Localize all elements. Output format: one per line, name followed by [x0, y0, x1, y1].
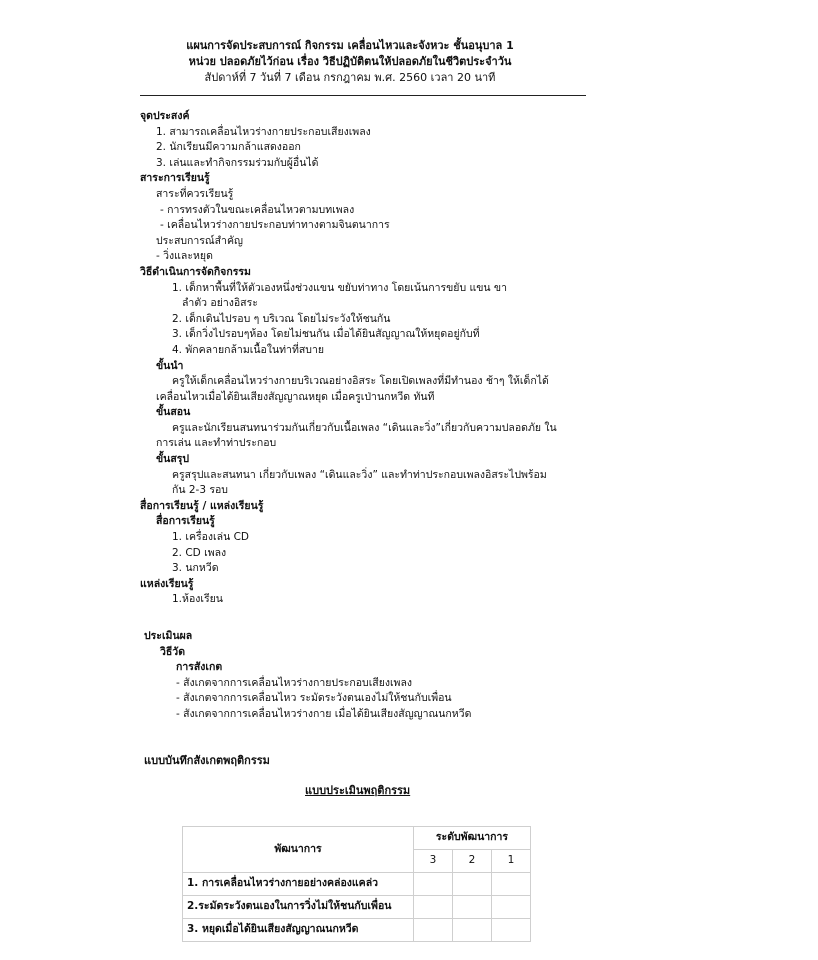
- level-2-header: 2: [453, 850, 492, 873]
- intro-heading: ขั้นนำ: [156, 359, 184, 372]
- assessment-heading: ประเมินผล: [144, 630, 193, 642]
- content-item: - การทรงตัวในขณะเคลื่อนไหวตามบทเพลง: [160, 203, 355, 216]
- source-heading: แหล่งเรียนรู้: [140, 577, 194, 590]
- development-column-header: พัฒนาการ: [183, 827, 414, 873]
- table-row: [183, 919, 531, 942]
- summary-text: ครูสรุปและสนทนา เกี่ยวกับเพลง “เดินและวิ่ง” และทำท่าประกอบเพลงอิสระไปพร้อม: [172, 468, 547, 481]
- score-cell[interactable]: [414, 919, 453, 942]
- media-heading: สื่อการเรียนรู้ / แหล่งเรียนรู้: [140, 499, 264, 512]
- assessment-item: - สังเกตจากการเคลื่อนไหว ระมัดระวังตนเองไม่ให้ชนกับเพื่อน: [176, 692, 452, 705]
- content-subheading: สาระที่ควรเรียนรู้: [156, 187, 234, 200]
- document-header: [0, 38, 700, 86]
- assessment-section: [144, 629, 584, 723]
- criterion-label: 3. หยุดเมื่อได้ยินเสียงสัญญาณนกหวีด: [183, 919, 414, 942]
- assessment-item: - สังเกตจากการเคลื่อนไหวร่างกายประกอบเสียงเพลง: [176, 676, 413, 689]
- score-cell[interactable]: [453, 896, 492, 919]
- experience-item: - วิ่งและหยุด: [156, 250, 213, 263]
- objective-item: 2. นักเรียนมีความกล้าแสดงออก: [156, 141, 301, 154]
- score-cell[interactable]: [414, 896, 453, 919]
- intro-text: เคลื่อนไหวเมื่อได้ยินเสียงสัญญาณหยุด เมื่อครูเป่านกหวีด ทันที: [156, 390, 435, 403]
- assessment-method: วิธีวัด: [160, 645, 186, 658]
- header-line-3: สัปดาห์ที่ 7 วันที่ 7 เดือน กรกฎาคม พ.ศ. 2560 เวลา 20 นาที: [204, 71, 496, 84]
- level-3-header: 3: [414, 850, 453, 873]
- procedure-step: 4. พักคลายกล้ามเนื้อในท่าที่สบาย: [172, 343, 324, 356]
- evaluation-table: [182, 826, 531, 942]
- criterion-label: 2.ระมัดระวังตนเองในการวิ่งไม่ให้ชนกับเพื่อน: [183, 896, 414, 919]
- criterion-label: 1. การเคลื่อนไหวร่างกายอย่างคล่องแคล่ว: [183, 873, 414, 896]
- procedure-step-continued: ลำตัว อย่างอิสระ: [182, 297, 258, 310]
- level-1-header: 1: [492, 850, 531, 873]
- assessment-item: - สังเกตจากการเคลื่อนไหวร่างกาย เมื่อได้ยินเสียงสัญญาณนกหวีด: [176, 707, 472, 720]
- objective-item: 1. สามารถเคลื่อนไหวร่างกายประกอบเสียงเพลง: [156, 125, 371, 138]
- assessment-subheading: การสังเกต: [176, 661, 223, 674]
- source-item: 1.ห้องเรียน: [172, 593, 223, 606]
- score-cell[interactable]: [414, 873, 453, 896]
- objectives-heading: จุดประสงค์: [140, 110, 190, 122]
- procedure-step: 2. เด็กเดินไปรอบ ๆ บริเวณ โดยไม่ระวังให้ชนกัน: [172, 312, 391, 325]
- procedure-step: 3. เด็กวิ่งไปรอบๆห้อง โดยไม่ชนกัน เมื่อได้ยินสัญญาณให้หยุดอยู่กับที่: [172, 328, 480, 341]
- procedure-heading: วิธีดำเนินการจัดกิจกรรม: [140, 265, 251, 278]
- score-cell[interactable]: [453, 873, 492, 896]
- table-row: [183, 896, 531, 919]
- table-title: แบบประเมินพฤติกรรม: [305, 784, 411, 797]
- teach-heading: ขั้นสอน: [156, 406, 191, 419]
- score-cell[interactable]: [492, 896, 531, 919]
- media-item: 2. CD เพลง: [172, 546, 227, 559]
- teach-text: ครูและนักเรียนสนทนาร่วมกันเกี่ยวกับเนื้อเพลง “เดินและวิ่ง”เกี่ยวกับความปลอดภัย ใน: [172, 421, 557, 434]
- media-subheading: สื่อการเรียนรู้: [156, 515, 215, 528]
- header-line-2: หน่วย ปลอดภัยไว้ก่อน เรื่อง วิธีปฏิบัติตนให้ปลอดภัยในชีวิตประจำวัน: [188, 55, 512, 68]
- media-item: 1. เครื่องเล่น CD: [172, 531, 249, 544]
- table-row: [183, 873, 531, 896]
- content-heading: สาระการเรียนรู้: [140, 172, 210, 185]
- score-cell[interactable]: [453, 919, 492, 942]
- summary-text: กัน 2-3 รอบ: [172, 484, 228, 497]
- content-item: - เคลื่อนไหวร่างกายประกอบท่าทางตามจินตนาการ: [160, 219, 390, 232]
- experience-subheading: ประสบการณ์สำคัญ: [156, 234, 243, 247]
- summary-heading: ขั้นสรุป: [156, 453, 190, 466]
- objective-item: 3. เล่นและทำกิจกรรมร่วมกับผู้อื่นได้: [156, 156, 319, 169]
- procedure-step: 1. เด็กหาพื้นที่ให้ตัวเองหนึ่งช่วงแขน ขยับท่าทาง โดยเน้นการขยับ แขน ขา: [172, 281, 507, 294]
- record-title: แบบบันทึกสังเกตพฤติกรรม: [144, 754, 270, 767]
- header-divider: [140, 95, 586, 96]
- intro-text: ครูให้เด็กเคลื่อนไหวร่างกายบริเวณอย่างอิสระ โดยเปิดเพลงที่มีทำนอง ช้าๆ ให้เด็กได้: [172, 375, 549, 388]
- media-item: 3. นกหวีด: [172, 562, 219, 575]
- score-cell[interactable]: [492, 919, 531, 942]
- teach-text: การเล่น และทำท่าประกอบ: [156, 437, 277, 450]
- plan-body: [140, 109, 580, 608]
- header-line-1: แผนการจัดประสบการณ์ กิจกรรม เคลื่อนไหวและจังหวะ ชั้นอนุบาล 1: [186, 39, 514, 52]
- score-cell[interactable]: [492, 873, 531, 896]
- level-column-header: ระดับพัฒนาการ: [414, 827, 531, 850]
